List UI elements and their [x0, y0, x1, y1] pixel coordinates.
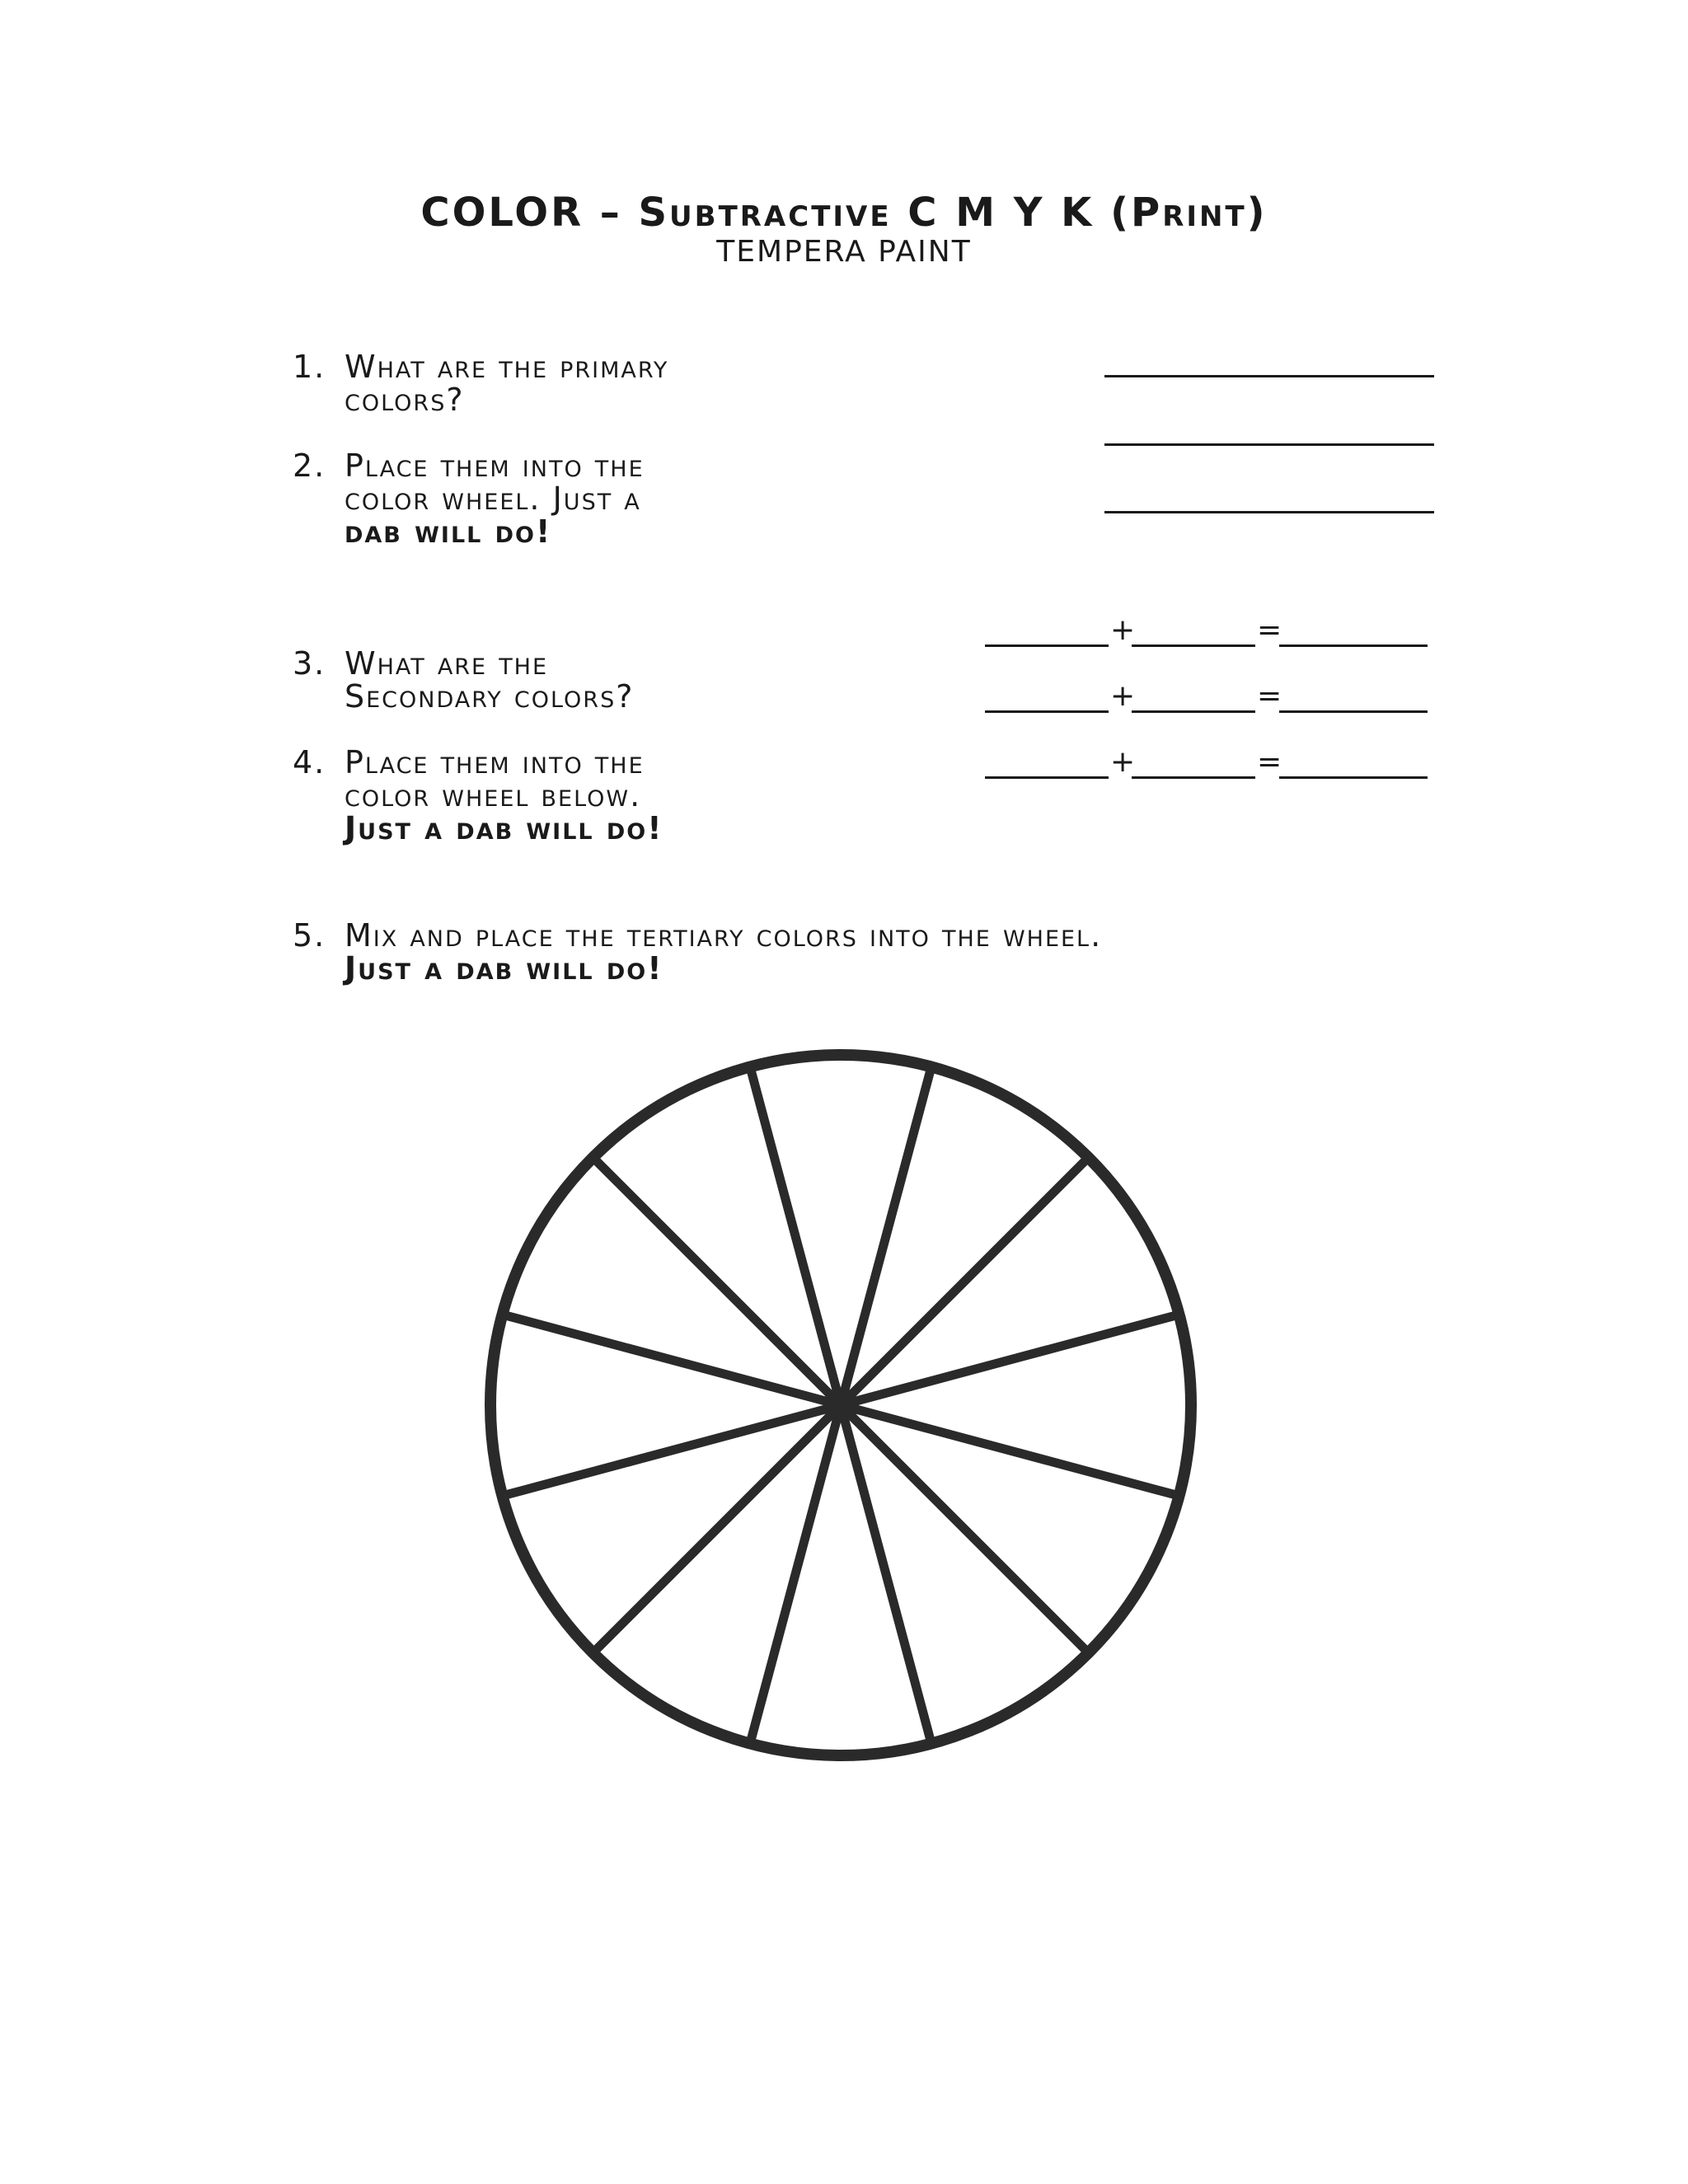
- equation-blank[interactable]: [985, 776, 1109, 779]
- question-number: 1.: [293, 349, 326, 385]
- equation-result-blank[interactable]: [1279, 776, 1428, 779]
- question-number: 4.: [293, 744, 326, 780]
- equals-sign: =: [1257, 613, 1282, 647]
- question-4-line-2: color wheel below.: [345, 777, 642, 813]
- question-5-line-2: Just a dab will do!: [345, 950, 663, 987]
- plus-sign: +: [1110, 613, 1136, 647]
- question-2-line-3: dab will do!: [345, 513, 552, 550]
- question-1-line-2: colors?: [345, 382, 465, 418]
- equation-blank[interactable]: [1132, 644, 1255, 647]
- question-5-line-1: Mix and place the tertiary colors into the wheel.: [345, 917, 1103, 954]
- page-subtitle: TEMPERA PAINT: [716, 235, 972, 269]
- primary-color-blank-3[interactable]: [1104, 511, 1434, 513]
- equation-result-blank[interactable]: [1279, 710, 1428, 713]
- secondary-equation-row-2: [985, 680, 1430, 713]
- equation-blank[interactable]: [985, 644, 1109, 647]
- equation-blank[interactable]: [1132, 776, 1255, 779]
- question-number: 5.: [293, 917, 326, 954]
- question-4: [293, 746, 663, 845]
- secondary-equation-row-3: [985, 746, 1430, 779]
- question-4-line-3: Just a dab will do!: [345, 810, 663, 846]
- question-3-line-1: What are the: [345, 645, 549, 682]
- question-2-line-1: Place them into the: [345, 448, 645, 484]
- question-2-line-2: color wheel. Just a: [345, 480, 641, 517]
- question-4-line-1: Place them into the: [345, 744, 645, 780]
- question-number: 2.: [293, 448, 326, 484]
- plus-sign: +: [1110, 745, 1136, 779]
- equation-result-blank[interactable]: [1279, 644, 1428, 647]
- primary-color-blank-1[interactable]: [1104, 375, 1434, 377]
- color-wheel[interactable]: [462, 1026, 1220, 1784]
- question-3-line-2: Secondary colors?: [345, 678, 635, 715]
- primary-color-blank-2[interactable]: [1104, 443, 1434, 446]
- question-3: [293, 647, 634, 713]
- equation-blank[interactable]: [985, 710, 1109, 713]
- equals-sign: =: [1257, 745, 1282, 779]
- equation-blank[interactable]: [1132, 710, 1255, 713]
- wheel-hub: [828, 1392, 854, 1418]
- question-5: [293, 919, 1102, 985]
- question-2: [293, 449, 645, 548]
- plus-sign: +: [1110, 679, 1136, 713]
- page-title: COLOR – Subtractive C M Y K (Print): [420, 190, 1268, 236]
- question-1-line-1: What are the primary: [345, 349, 669, 385]
- secondary-equation-row-1: [985, 614, 1430, 647]
- question-number: 3.: [293, 645, 326, 682]
- question-1: [293, 350, 668, 416]
- equals-sign: =: [1257, 679, 1282, 713]
